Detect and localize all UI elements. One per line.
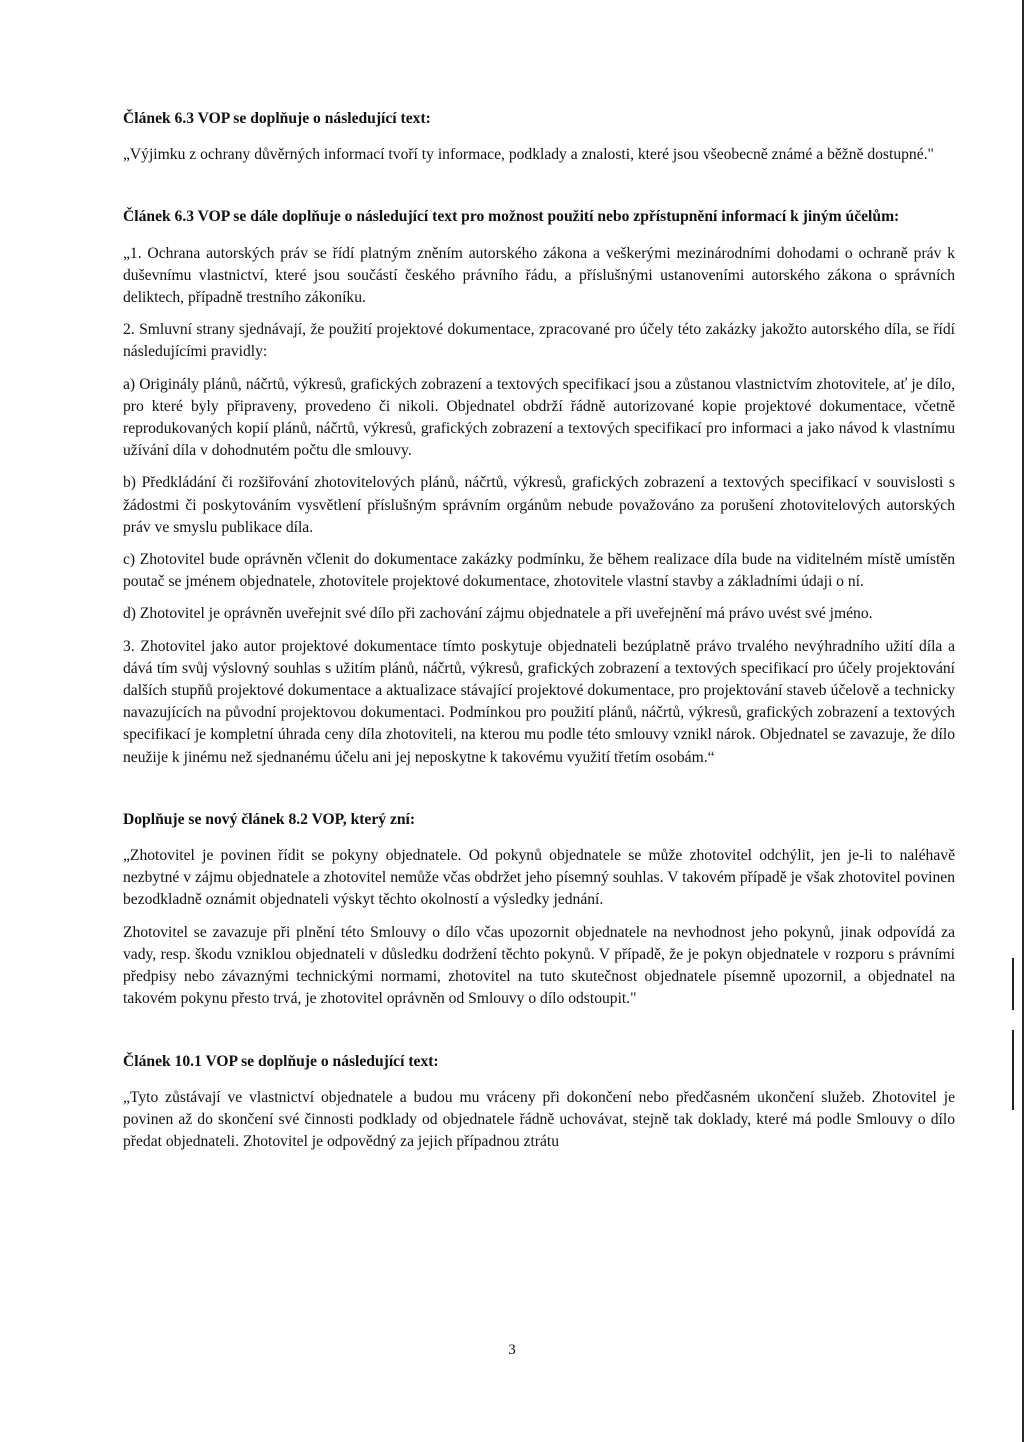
paragraph-8-2-instructions: „Zhotovitel je povinen řídit se pokyny objednatele. Od pokynů objednatele se může zhotovitel odchýlit, jen je-li to naléhavě nezbytné v zájmu objednatele a zhotovitel nemůže včas obdržet jeho písemný souhlas. V takovém případě je však zhotovitel povinen bezodkladně oznámit objednateli výskyt těchto okolností a výsledky jednání. xyxy=(123,847,955,909)
paragraph-copyright-1: „1. Ochrana autorských práv se řídí platným zněním autorského zákona a veškerými mezinárodními dohodami o ochraně práv k duševnímu vlastnictví, které jsou součástí českého právního řádu, a příslušnými ustanoveními autorského zákona o správních deliktech, případně trestního zákoníku. xyxy=(123,244,955,307)
paragraph-copyright-3: 3. Zhotovitel jako autor projektové dokumentace tímto poskytuje objednateli bezúplatně právo trvalého nevýhradního užití díla a dává tím svůj výslovný souhlas s užitím plánů, náčrtů, výkresů, grafických zobrazení a textových specifikací pro účely projektování dalších stupňů projektové dokumentace a aktualizace stávající projektové dokumentace, pro projektování staveb účelově a technicky navazujících na původní projektovou dokumentaci. Podmínkou pro použití plánů, náčrtů, výkresů, grafických zobrazení a textových specifikací je kompletní úhrada ceny díla zhotoviteli, na kterou mu podle této smlouvy vznikl nárok. Objednatel se zavazuje, že dílo neužije k jinému než sjednanému účelu ani jej neposkytne k takovému využití třetím osobám.“ xyxy=(123,637,955,766)
heading-article-10-1: Článek 10.1 VOP se doplňuje o následující text: xyxy=(123,1052,439,1070)
paragraph-copyright-2a: a) Originály plánů, náčrtů, výkresů, grafických zobrazení a textových specifikací jsou a zůstanou vlastnictvím zhotovitele, ať je dílo, pro které byly připraveny, provedeno či nikoli. Objednatel obdrží řádně autorizované kopie projektové dokumentace, včetně reprodukovaných kopií plánů, náčrtů, výkresů, grafických zobrazení a textových specifikací pro informaci a jako návod k vlastnímu užívání díla v dohodnutém počtu dle smlouvy. xyxy=(123,375,955,460)
page-number: 3 xyxy=(508,1342,516,1358)
paragraph-copyright-2d: d) Zhotovitel je oprávněn uveřejnit své dílo při zachování zájmu objednatele a při uveřejnění má právo uvést své jméno. xyxy=(123,605,873,623)
paragraph-6-3: „Výjimku z ochrany důvěrných informací tvoří ty informace, podklady a znalosti, které jsou všeobecně známé a běžně dostupné." xyxy=(123,146,934,164)
paragraph-10-1: „Tyto zůstávají ve vlastnictví objednatele a budou mu vráceny při dokončení nebo předčasném ukončení služeb. Zhotovitel je povinen až do skončení své činnosti podklady od objednatele řádně uchovávat, stejně tak doklady, které má podle Smlouvy o dílo předat objednateli. Zhotovitel je odpovědný za jejich případnou ztrátu xyxy=(123,1088,955,1151)
heading-article-6-3: Článek 6.3 VOP se doplňuje o následující text: xyxy=(123,110,431,127)
margin-change-bar xyxy=(1012,1030,1014,1110)
paragraph-copyright-2: 2. Smluvní strany sjednávají, že použití projektové dokumentace, zpracované pro účely této zakázky jakožto autorského díla, se řídí následujícími pravidly: xyxy=(123,321,955,361)
heading-article-6-3-extended: Článek 6.3 VOP se dále doplňuje o následující text pro možnost použití nebo zpřístupnění informací k jiným účelům: xyxy=(123,208,900,226)
margin-change-bar xyxy=(1012,958,1014,1010)
paragraph-copyright-2c: c) Zhotovitel bude oprávněn včlenit do dokumentace zakázky podmínku, že během realizace díla bude na viditelném místě umístěn poutač se jménem objednatele, zhotovitele projektové dokumentace, zhotovitele vlastní stavby a základními údaji o ní. xyxy=(123,551,955,591)
paragraph-8-2-warning: Zhotovitel se zavazuje při plnění této Smlouvy o dílo včas upozornit objednatele na nevhodnost jeho pokynů, jinak odpovídá za vady, resp. škodu vzniklou objednateli v důsledku dodržení těchto pokynů. V případě, že je pokyn objednatele v rozporu s právními předpisy nebo závaznými technickými normami, zhotovitel na tuto skutečnost objednatele písemně upozornil, a objednatel na takovém pokynu přesto trvá, je zhotovitel oprávněn od Smlouvy o dílo odstoupit." xyxy=(123,923,955,1008)
paragraph-copyright-2b: b) Předkládání či rozšiřování zhotovitelových plánů, náčrtů, výkresů, grafických zobrazení a textových specifikací v souvislosti s žádostmi či poskytováním vysvětlení příslušným správním orgánům nebude považováno za porušení zhotovitelových autorských práv ve smyslu publikace díla. xyxy=(123,474,955,536)
document-body xyxy=(123,108,955,1153)
heading-article-8-2: Doplňuje se nový článek 8.2 VOP, který zní: xyxy=(123,810,416,828)
